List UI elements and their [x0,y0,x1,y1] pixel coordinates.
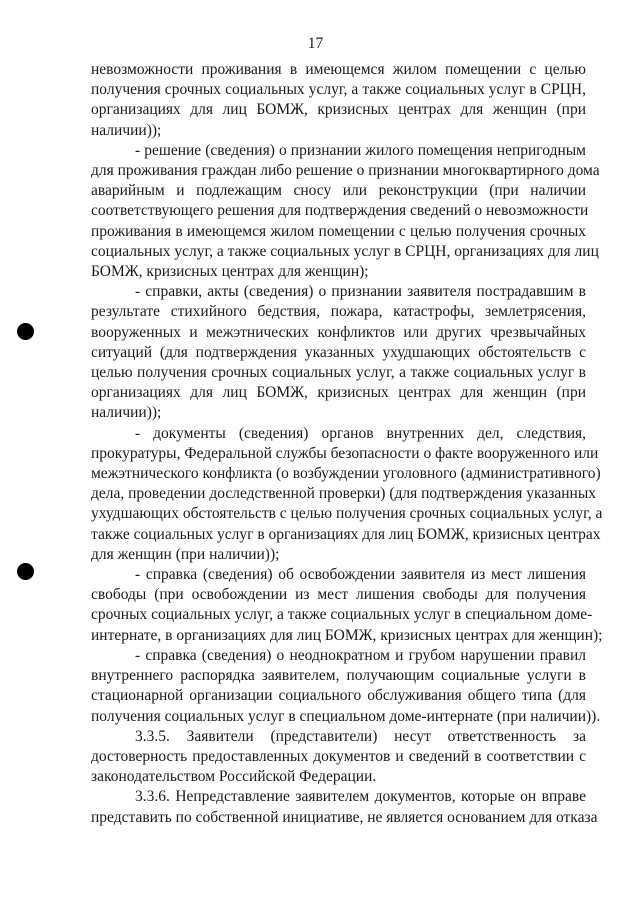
text-line: результате стихийного бедствия, пожара, катастрофы, землетрясения, [91,303,586,321]
text-line: организациях для лиц БОМЖ, кризисных центрах для женщин (при [91,101,586,119]
text-line: внутреннего распорядка заявителем, получающим социальные услуги в [91,667,586,685]
text-line: социальных услуг, а также социальных услуг в СРЦН, организациях для лиц [91,242,599,260]
text-line: - справка (сведения) о неоднократном и грубом нарушении правил [135,646,586,664]
punch-hole-mark [17,563,34,580]
text-line: ситуаций (для подтверждения указанных ухудшающих обстоятельств с [91,343,586,361]
text-line: проживания в имеющемся жилом помещении с целью получения срочных [91,222,586,240]
text-line: получения социальных услуг в специальном доме-интернате (при наличии)). [91,707,601,725]
text-line: 3.3.5. Заявители (представители) несут ответственность за [135,727,586,745]
text-line: - документы (сведения) органов внутренних дел, следствия, [135,424,586,442]
text-line: БОМЖ, кризисных центрах для женщин); [91,263,369,281]
text-line: организациях для лиц БОМЖ, кризисных центрах для женщин (при [91,384,586,402]
text-line: свободы (при освобождении из мест лишения свободы для получения [91,586,586,604]
document-body [91,60,603,828]
text-line: законодательством Российской Федерации. [91,768,377,786]
text-line: стационарной организации социального обслуживания общего типа (для [91,687,586,705]
text-line: невозможности проживания в имеющемся жилом помещении с целью [91,61,586,78]
text-line: - справки, акты (сведения) о признании заявителя пострадавшим в [135,283,586,301]
text-line: представить по собственной инициативе, не является основанием для отказа [91,808,598,826]
text-line: ухудшающих обстоятельств с целью получения срочных социальных услуг, а [91,505,603,523]
text-line: интернате, в организациях для лиц БОМЖ, кризисных центрах для женщин); [91,626,603,644]
text-line: аварийным и подлежащим сносу или реконструкции (при наличии [91,182,586,200]
text-line: прокуратуры, Федеральной службы безопасности о факте вооруженного или [91,444,599,462]
text-line: также социальных услуг в организациях для лиц БОМЖ, кризисных центрах [91,525,601,543]
text-line: получения срочных социальных услуг, а также социальных услуг в СРЦН, [91,81,586,99]
text-line: наличии)); [91,404,162,422]
text-line: дела, проведении доследственной проверки) (для подтверждения указанных [91,485,596,503]
text-line: 3.3.6. Непредставление заявителем документов, которые он вправе [135,788,586,806]
text-line: срочных социальных услуг, а также социальных услуг в специальном доме- [91,606,593,624]
text-line: для женщин (при наличии)); [91,545,280,563]
page-number: 17 [307,35,324,52]
text-line: вооруженных и межэтнических конфликтов или других чрезвычайных [91,323,586,341]
text-line: достоверность предоставленных документов и сведений в соответствии с [91,747,586,765]
text-line: наличии)); [91,121,162,139]
text-line: межэтнического конфликта (о возбуждении уголовного (административного) [91,465,601,483]
punch-hole-mark [17,323,34,340]
text-line: - решение (сведения) о признании жилого помещения непригодным [135,141,586,159]
text-line: - справка (сведения) об освобождении заявителя из мест лишения [135,566,586,584]
text-line: для проживания граждан либо решение о признании многоквартирного дома [91,162,600,180]
text-line: соответствующего решения для подтверждения сведений о невозможности [91,202,589,220]
text-line: целью получения срочных социальных услуг, а также социальных услуг в [91,364,586,382]
